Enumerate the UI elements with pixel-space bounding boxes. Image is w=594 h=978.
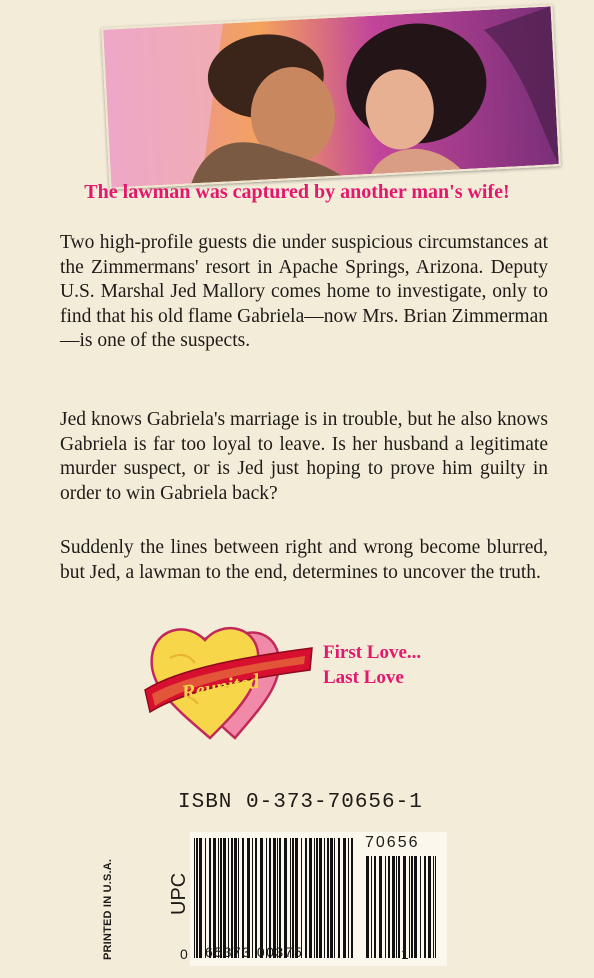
barcode-middle-digits: 65373 00375 bbox=[205, 944, 304, 960]
series-line-2: Last Love bbox=[323, 667, 404, 688]
reunited-heart-logo bbox=[140, 608, 315, 743]
logo-text: Reunited bbox=[179, 668, 261, 705]
upc-barcode bbox=[180, 832, 447, 966]
barcode-right-digit: 1 bbox=[401, 946, 409, 962]
barcode-left-digit: 0 bbox=[180, 946, 188, 962]
series-tagline bbox=[323, 640, 421, 690]
tagline: The lawman was captured by another man's wife! bbox=[84, 181, 510, 203]
barcode-supplement-digits: 70656 bbox=[365, 834, 420, 851]
printed-in-label: PRINTED IN U.S.A. bbox=[102, 858, 114, 960]
series-line-1: First Love... bbox=[323, 642, 422, 663]
cover-illustration bbox=[101, 4, 561, 189]
blurb-paragraph-3: Suddenly the lines between right and wrong become blurred, but Jed, a lawman to the end, determines to uncover the truth. bbox=[60, 537, 548, 583]
upc-label: UPC bbox=[168, 872, 190, 915]
blurb-paragraph-1: Two high-profile guests die under suspicious circumstances at the Zimmermans' resort in Apache Springs, Arizona. Deputy U.S. Marshal Jed Mallory comes home to investigate, only to find that his old flame Gabriela—now Mrs. Brian Zimmerman—is one of the suspects. bbox=[60, 232, 548, 351]
isbn-number: ISBN 0-373-70656-1 bbox=[178, 791, 423, 814]
blurb-paragraph-2: Jed knows Gabriela's marriage is in trouble, but he also knows Gabriela is far too loyal to leave. Is her husband a legitimate murder suspect, or is Jed just hoping to prove him guilty in order to win Gabriela back? bbox=[60, 409, 548, 504]
